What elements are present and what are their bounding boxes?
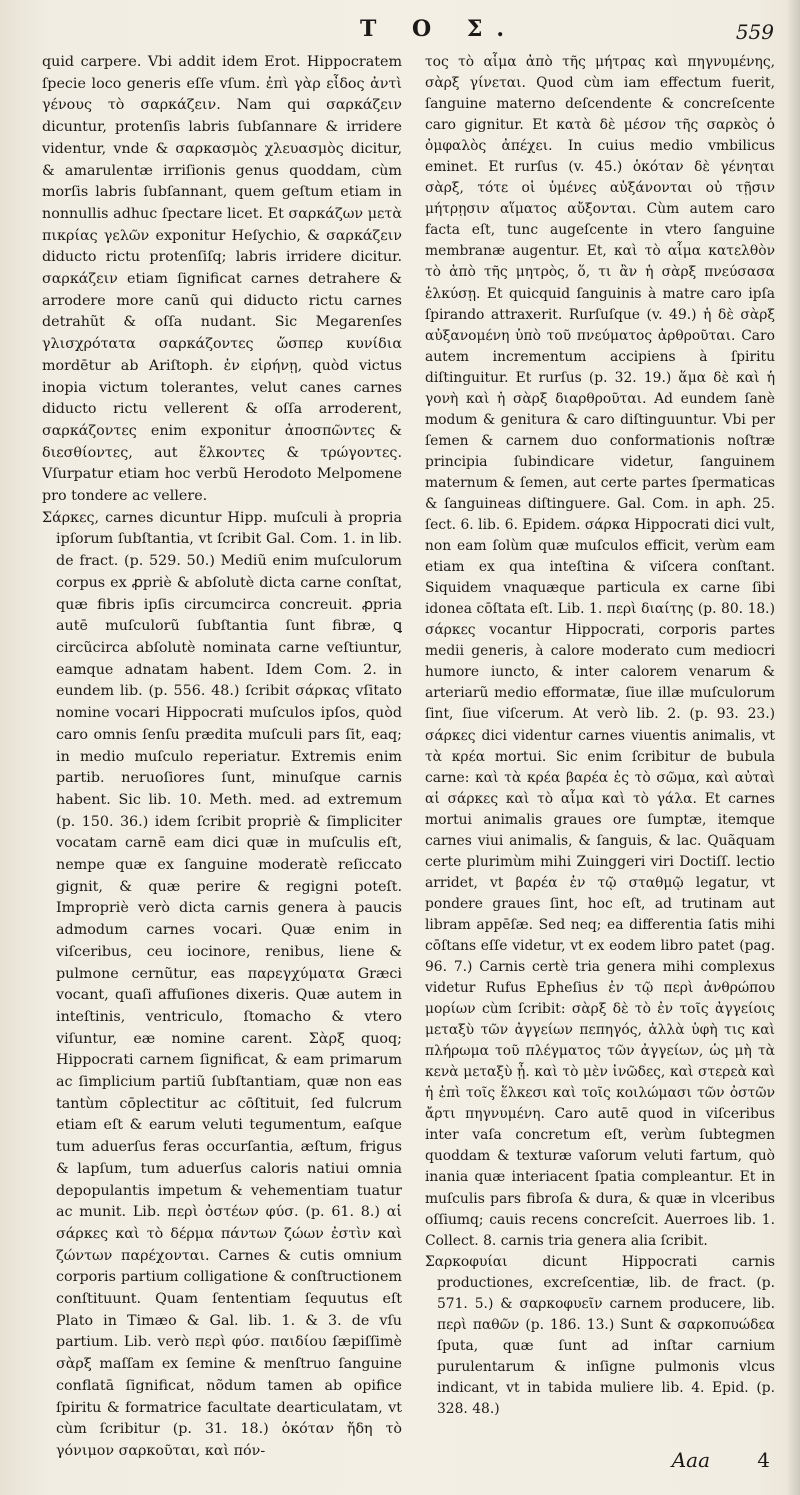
page-footer [570,1448,770,1478]
left-paragraph-sarkes: Σάρκες, carnes dicuntur Hipp. muſculi à propria ipſorum ſubſtantia, vt ſcribit Gal. Com. 1. in lib. de fract. (p. 529. 50.) Mediũ enim muſculorum corpus ex ꝓpriè & abſolutè dicta carne conſtat, quæ fibris ipſis circumcirca concreuit. ꝓpria autē muſculorũ ſubſtantia ſunt fibræ, ꝗ circũcirca abſolutè nominata carne veſtiuntur, eamque adnatam habent. Idem Com. 2. in eundem lib. (p. 556. 48.) ſcribit σάρκας vſitato nomine vocari Hippocrati muſculos ipſos, quòd caro omnis ſenſu prædita muſculi pars ſit, eaq; in medio muſculo reperiatur. Extremis enim partib. neruoſiores ſunt, minuſque carnis habent. Sic lib. 10. Meth. med. ad extremum (p. 150. 36.) idem ſcribit propriè & ſimpliciter vocatam carnē eam dici quæ in muſculis eſt, nempe quæ ex ſanguine moderatè reſiccato gignit, & quæ perire & regigni poteſt. Impropriè verò dicta carnis genera à paucis admodum carnes vocari. Quæ enim in viſceribus, ceu iocinore, renibus, liene & pulmone cernũtur, eas παρεγχύματα Græci vocant, quaſi affuſiones dixeris. Quæ autem in inteſtinis, ventriculo, ſtomacho & vtero viſuntur, eæ nomine carent. Σὰρξ quoq; Hippocrati carnem ſignificat, & eam primarum ac ſimplicium partiũ ſubſtantiam, quæ non eas tantùm cōplectitur ac cōſtituit, ſed fulcrum etiam eſt & earum veluti tegumentum, eaſque tum aduerſus feras occurſantia, æſtum, frigus & lapſum, tum aduerſus caloris natiui omnia depopulantis impetum & vehementiam tuatur ac munit. Lib. περὶ ὀστέων φύσ. (p. 61. 8.) αἱ σάρκες καὶ τὸ δέρμα πάντων ζώων ἐστὶν καὶ ζώντων παρέχονται. Carnes & cutis omnium corporis partium colligatione & conſtructionem conſtituunt. Quam ſententiam ſequutus eſt Plato in Timæo & Gal. lib. 1. & 3. de vſu partium. Lib. verò περὶ φύσ. παιδίου ſæpiſſimè σὰρξ maſſam ex ſemine & menſtruo ſanguine conflatā ſignificat, nõdum tamen ab opifice ſpiritu & formatrice facultate dearticulatam, vt cùm ſcribitur (p. 31. 18.) ὁκόταν ἤδη τὸ γόνιμον σαρκοῦται, καὶ πόν- [42,509,402,1459]
page-header [0,12,800,52]
running-title: T O Σ. [360,16,519,42]
left-paragraph-continued: quid carpere. Vbi addit idem Erot. Hippocratem ſpecie loco generis eſſe vſum. ἐπὶ γὰρ εἶδος ἀντὶ γένους τὸ σαρκάζειν. Nam qui σαρκάζειν dicuntur, protenſis labris ſubſannare & irridere videntur, vnde & σαρκασμὸς χλευασμὸς dicitur, & amarulentæ irriſionis genus quoddam, cùm morſis labris ſubſannant, quem geſtum etiam in nonnullis adhuc ſpectare licet. Et σαρκάζων μετὰ πικρίας γελῶν exponitur Heſychio, & σαρκάζειν diducto rictu protenſiſq; labris irridere dicitur. σαρκάζειν etiam ſignificat carnes detrahere & arrodere more canũ qui diducto rictu carnes detrahũt & oſſa nudant. Sic Megarenſes γλισχρότατα σαρκάζοντες ὥσπερ κυνίδια mordētur ab Ariſtoph. ἐν εἰρήνῃ, quòd victus inopia victum tolerantes, velut canes carnes diducto rictu vellerent & oſſa arroderent, σαρκάζοντες enim exponitur ἀποσπῶντες & διεσθίοντες, aut ἕλκοντες & τρώγοντες. Vſurpatur etiam hoc verbũ Herodoto Melpomene pro tondere ac vellere. [42,54,402,505]
signature-number: 4 [757,1448,770,1472]
right-paragraph-sarkophyiai: Σαρκοφυίαι dicunt Hippocrati carnis productiones, excreſcentiæ, lib. de fract. (p. 571. 5.) & σαρκοφυεῖν carnem producere, lib. περὶ παθῶν (p. 186. 13.) Sunt & σαρκοπυώδεα ſputa, quæ ſunt ad inſtar carnium purulentarum & inſigne pulmonis vlcus indicant, vt in tabida muliere lib. 4. Epid. (p. 328. 48.) [425,1253,775,1417]
binding-shadow [786,0,800,1495]
left-column [42,52,402,1462]
page-number: 559 [735,20,774,44]
signature-mark: Aaa [671,1448,710,1472]
right-column [425,52,775,1432]
right-paragraph-continued: τος τὸ αἷμα ἀπὸ τῆς μήτρας καὶ πηγνυμένης, σὰρξ γίνεται. Quod cùm iam effectum fuerit, ſanguine materno deſcendente & concreſcente caro gignitur. Et κατὰ δὲ μέσον τῆς σαρκὸς ὁ ὀμφαλὸς ἀπέχει. In cuius medio vmbilicus eminet. Et rurſus (v. 45.) ὁκόταν δὲ γένηται σὰρξ, τότε οἱ ὑμένες αὐξάνονται οὐ τῇσιν μήτρῃσιν αἵματος αὔξονται. Cùm autem caro facta eſt, tunc augeſcente in vtero ſanguine membranæ augentur. Et, καὶ τὸ αἷμα κατελθὸν τὸ ἀπὸ τῆς μητρὸς, ὅ, τι ἂν ἡ σὰρξ πνεύσασα ἑλκύσῃ. Et quicquid ſanguinis à matre caro ipſa ſpirando attraxerit. Rurſuſque (v. 49.) ἡ δὲ σὰρξ αὐξανομένη ὑπὸ τοῦ πνεύματος ἀρθροῦται. Caro autem incrementum accipiens à ſpiritu diſtinguitur. Et rurſus (p. 32. 19.) ἅμα δὲ καὶ ἡ γονὴ καὶ ἡ σὰρξ διαρθροῦται. Ad eundem ſanè modum & genitura & caro diſtinguuntur. Vbi per ſemen & carnem duo conformationis noſtræ principia ſubindicare videtur, ſanguinem maternum & ſemen, aut certe partes ſpermaticas & ſanguineas diſtinguere. Gal. Com. in aph. 25. ſect. 6. lib. 6. Epidem. σάρκα Hippocrati dici vult, non eam ſolùm quæ muſculos efficit, verùm eam etiam ex qua inteſtina & viſcera conſtant. Siquidem vnaquæque particula ex carne ſibi idonea cōſtata eſt. Lib. 1. περὶ διαίτης (p. 80. 18.) σάρκες vocantur Hippocrati, corporis partes medii generis, à calore moderato cum mediocri humore iuncto, & inter calorem venarum & arteriarũ medio efformatæ, ſiue illæ muſculorum ſint, ſiue viſcerum. At verò lib. 2. (p. 93. 23.) σάρκες dici videntur carnes viuentis animalis, vt τὰ κρέα mortui. Sic enim ſcribitur de bubula carne: καὶ τὰ κρέα βαρέα ἐς τὸ σῶμα, καὶ αὐταὶ αἱ σάρκες καὶ τὸ αἷμα καὶ τὸ γάλα. Et carnes mortui animalis graues ore ſumptæ, itemque carnes viui animalis, & ſanguis, & lac. Quãquam certe plurimùm mihi Zuinggeri viri Doctiſſ. lectio arridet, vt βαρέα ἐν τῷ σταθμῷ legatur, vt pondere graues ſint, hoc eſt, ad trutinam aut libram appēſæ. Sed neq; ea differentia ſatis mihi cōſtans eſſe videtur, vt ex eodem libro patet (pag. 96. 7.) Carnis certè tria genera mihi complexus videtur Rufus Epheſius ἐν τῷ περὶ ἀνθρώπου μορίων cùm ſcribit: σὰρξ δὲ τὸ ἐν τοῖς ἀγγείοις μεταξὺ τῶν ἀγγείων πεπηγός, ἀλλὰ ὑφὴ τις καὶ πλήρωμα τοῦ πλέγματος τῶν ἀγγείων, ὡς μὴ τὰ κενὰ μεταξὺ ᾖ. καὶ τὸ μὲν ἰνῶδες, καὶ στερεὰ καὶ ἡ ἐπὶ τοῖς ἕλκεσι καὶ τοῖς κοιλώμασι τῶν ὀστῶν ἄρτι πηγνυμένη. Caro autē quod in viſceribus inter vaſa concretum eſt, verùm ſubtegmen quoddam & texturæ vaſorum veluti fartum, quò inania quæ interiacent ſpatia compleantur. Et in muſculis pars fibroſa & dura, & quæ in vlceribus oſſiumq; cauis recens concreſcit. Auerroes lib. 1. Collect. 8. carnis tria genera alia ſcribit. [425,54,775,1249]
